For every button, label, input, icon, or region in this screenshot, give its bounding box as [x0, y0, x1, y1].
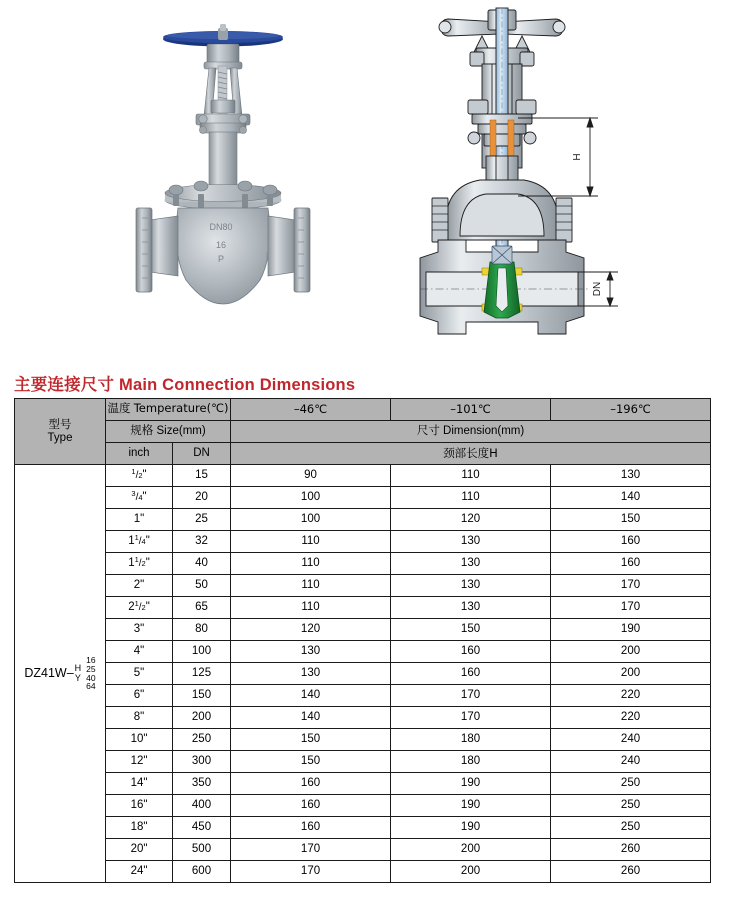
cell-dn: 350 — [173, 773, 231, 795]
type-header — [15, 399, 106, 465]
cell-t196: 190 — [551, 619, 711, 641]
table-row — [15, 817, 711, 839]
table-row — [15, 509, 711, 531]
cell-dn: 32 — [173, 531, 231, 553]
cell-t46: 160 — [231, 773, 391, 795]
temperature-col-2: –101℃ — [391, 399, 551, 421]
section-title — [14, 371, 355, 395]
cell-inch: 4" — [106, 641, 173, 663]
cell-t196: 240 — [551, 729, 711, 751]
table-row — [15, 465, 711, 487]
cell-t101: 110 — [391, 465, 551, 487]
cell-dn: 65 — [173, 597, 231, 619]
temperature-col-1: –46℃ — [231, 399, 391, 421]
cell-inch: 3" — [106, 619, 173, 641]
dimension-h-label: H — [572, 153, 583, 161]
cell-t196: 130 — [551, 465, 711, 487]
svg-text:16: 16 — [215, 240, 227, 250]
bonnet-flange — [165, 181, 281, 209]
cell-t196: 160 — [551, 531, 711, 553]
cell-dn: 25 — [173, 509, 231, 531]
table-row — [15, 729, 711, 751]
table-body — [15, 465, 711, 883]
cell-t196: 240 — [551, 751, 711, 773]
header-row-temperature — [15, 399, 711, 421]
cell-t46: 150 — [231, 729, 391, 751]
header-row-size — [15, 421, 711, 443]
table-row — [15, 795, 711, 817]
cell-inch: 18" — [106, 817, 173, 839]
type-designation: DZ41W– H Y 16 25 40 64 — [24, 655, 96, 692]
dimension-dn-label: DN — [592, 281, 603, 297]
cell-dn: 125 — [173, 663, 231, 685]
gate-valve-cross-section-drawing — [412, 0, 632, 345]
cell-t101: 130 — [391, 597, 551, 619]
table-row — [15, 773, 711, 795]
cell-dn: 40 — [173, 553, 231, 575]
neck-length-header: 颈部长度H — [231, 443, 711, 465]
cell-inch: $^1$/2" — [106, 465, 173, 487]
section-title-cn: 主要连接尺寸 — [14, 375, 115, 394]
cell-t101: 130 — [391, 553, 551, 575]
end-flange-right — [294, 208, 310, 292]
cell-dn: 500 — [173, 839, 231, 861]
cell-t46: 170 — [231, 861, 391, 883]
cell-t46: 90 — [231, 465, 391, 487]
cell-t196: 260 — [551, 861, 711, 883]
cell-t46: 160 — [231, 817, 391, 839]
cell-t46: 110 — [231, 553, 391, 575]
cell-t101: 180 — [391, 729, 551, 751]
end-flange-left — [136, 208, 152, 292]
cell-dn: 600 — [173, 861, 231, 883]
cell-inch: 12" — [106, 751, 173, 773]
cell-inch: $1^1/2$" — [106, 553, 173, 575]
cell-dn: 300 — [173, 751, 231, 773]
cell-t196: 200 — [551, 663, 711, 685]
cell-inch: 5" — [106, 663, 173, 685]
cell-inch: 14" — [106, 773, 173, 795]
cell-t101: 120 — [391, 509, 551, 531]
cell-t196: 170 — [551, 575, 711, 597]
cell-t46: 150 — [231, 751, 391, 773]
cell-t101: 130 — [391, 575, 551, 597]
cell-t101: 190 — [391, 773, 551, 795]
cell-t196: 250 — [551, 817, 711, 839]
size-label: 规格 Size(mm) — [106, 421, 231, 443]
cell-inch: 6" — [106, 685, 173, 707]
section-title-en: Main Connection Dimensions — [119, 376, 356, 394]
cell-inch: 24" — [106, 861, 173, 883]
cell-dn: 80 — [173, 619, 231, 641]
header-row-units — [15, 443, 711, 465]
cell-t46: 130 — [231, 641, 391, 663]
svg-text:P: P — [217, 254, 225, 264]
cell-t46: 130 — [231, 663, 391, 685]
cell-t101: 180 — [391, 751, 551, 773]
cell-t46: 160 — [231, 795, 391, 817]
cell-t196: 200 — [551, 641, 711, 663]
table-row — [15, 685, 711, 707]
cell-t46: 120 — [231, 619, 391, 641]
cell-t196: 220 — [551, 707, 711, 729]
cell-inch: $2^1/2$" — [106, 597, 173, 619]
cell-t101: 200 — [391, 839, 551, 861]
table-row — [15, 531, 711, 553]
table-row — [15, 751, 711, 773]
cell-t196: 140 — [551, 487, 711, 509]
cell-t101: 170 — [391, 707, 551, 729]
cell-t101: 190 — [391, 795, 551, 817]
cell-dn: 250 — [173, 729, 231, 751]
cryogenic-gate-valve-photo — [108, 4, 338, 334]
cell-t101: 130 — [391, 531, 551, 553]
cell-t46: 100 — [231, 487, 391, 509]
cell-dn: 100 — [173, 641, 231, 663]
cell-t46: 110 — [231, 597, 391, 619]
cell-t196: 170 — [551, 597, 711, 619]
cell-t101: 200 — [391, 861, 551, 883]
cell-t46: 100 — [231, 509, 391, 531]
cell-t101: 160 — [391, 641, 551, 663]
inch-header: inch — [106, 443, 173, 465]
cell-inch: $1^1/4$" — [106, 531, 173, 553]
table-row — [15, 861, 711, 883]
cell-t101: 150 — [391, 619, 551, 641]
cell-t196: 150 — [551, 509, 711, 531]
table-row — [15, 575, 711, 597]
cell-t196: 160 — [551, 553, 711, 575]
type-value-cell — [15, 465, 106, 883]
cell-t46: 110 — [231, 531, 391, 553]
cell-inch: 10" — [106, 729, 173, 751]
cell-dn: 150 — [173, 685, 231, 707]
cell-t196: 250 — [551, 795, 711, 817]
cell-dn: 200 — [173, 707, 231, 729]
table-row — [15, 487, 711, 509]
dn-header: DN — [173, 443, 231, 465]
temperature-col-3: –196℃ — [551, 399, 711, 421]
cell-dn: 15 — [173, 465, 231, 487]
table-row — [15, 553, 711, 575]
cell-inch: 16" — [106, 795, 173, 817]
cell-t101: 190 — [391, 817, 551, 839]
cell-t46: 110 — [231, 575, 391, 597]
table-row — [15, 663, 711, 685]
cell-dn: 20 — [173, 487, 231, 509]
table-row — [15, 839, 711, 861]
figures-area — [0, 0, 740, 360]
cell-t196: 260 — [551, 839, 711, 861]
cell-dn: 400 — [173, 795, 231, 817]
svg-text:DN80: DN80 — [209, 222, 233, 232]
cell-t46: 140 — [231, 685, 391, 707]
type-pressure-ratings: 16 25 40 64 — [86, 655, 96, 692]
cell-dn: 450 — [173, 817, 231, 839]
cell-t196: 250 — [551, 773, 711, 795]
main-connection-dimensions-table — [14, 398, 711, 883]
cell-inch: 20" — [106, 839, 173, 861]
cell-t46: 170 — [231, 839, 391, 861]
table-row — [15, 619, 711, 641]
cell-t101: 170 — [391, 685, 551, 707]
type-variants: H Y — [74, 663, 82, 683]
cell-t101: 160 — [391, 663, 551, 685]
temperature-label: 温度 Temperature(℃) — [106, 399, 231, 421]
cell-t101: 110 — [391, 487, 551, 509]
cell-t46: 140 — [231, 707, 391, 729]
dimension-label: 尺寸 Dimension(mm) — [231, 421, 711, 443]
cell-inch: 8" — [106, 707, 173, 729]
cell-inch: 1" — [106, 509, 173, 531]
table-header — [15, 399, 711, 465]
table-row — [15, 707, 711, 729]
table-row — [15, 641, 711, 663]
table-row — [15, 597, 711, 619]
cell-inch: 2" — [106, 575, 173, 597]
type-header-en: Type — [47, 431, 73, 444]
handwheel-icon — [163, 24, 283, 47]
cell-inch: $^3$/4" — [106, 487, 173, 509]
type-header-cn: 型号 — [48, 417, 72, 432]
cell-dn: 50 — [173, 575, 231, 597]
cell-t196: 220 — [551, 685, 711, 707]
